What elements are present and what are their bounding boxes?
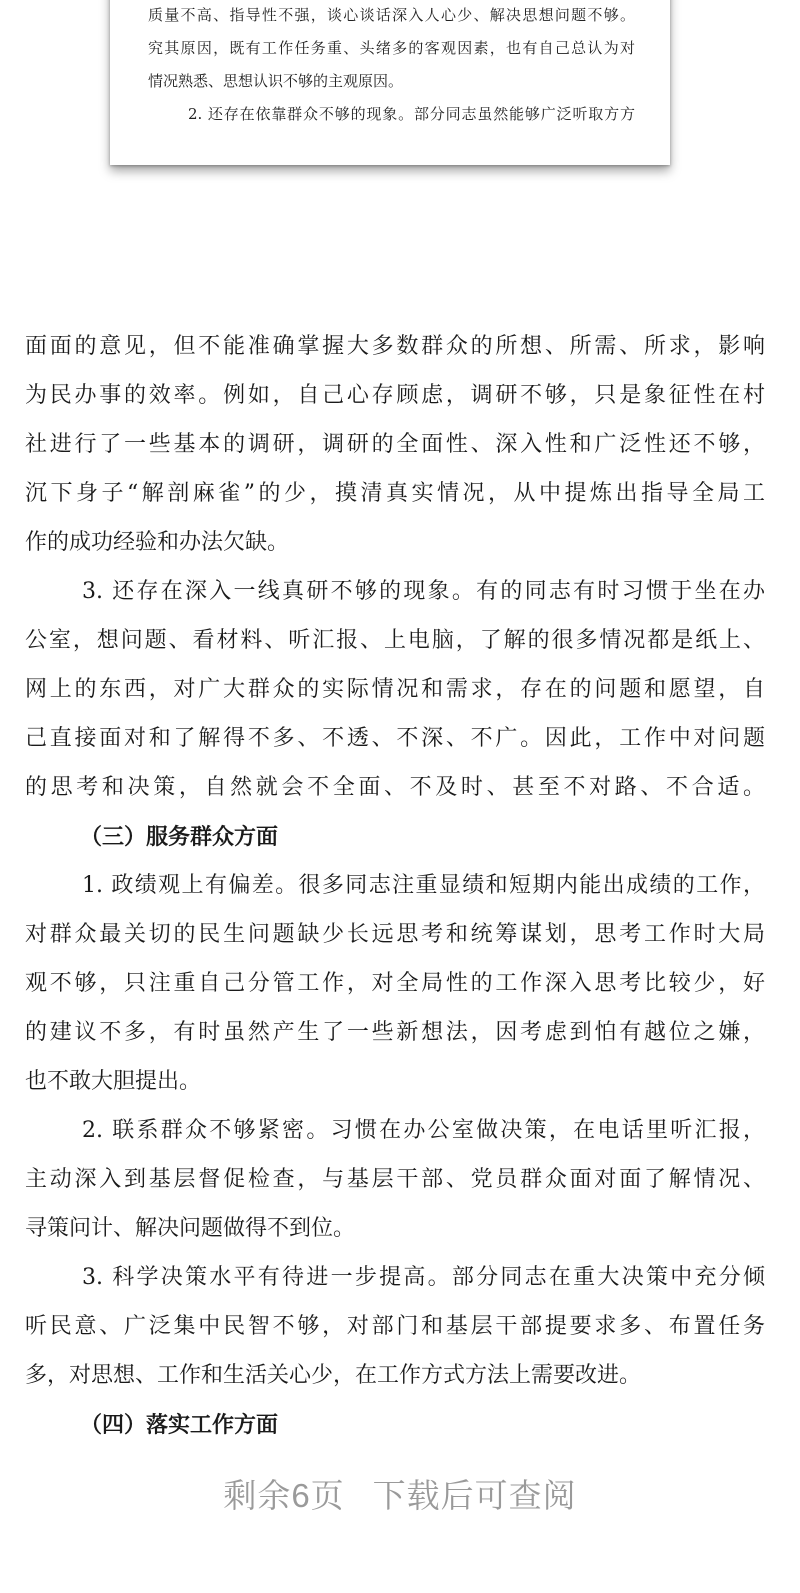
- text-line: 沉下身子“解剖麻雀”的少，摸清真实情况，从中提炼出指导全局工: [25, 481, 765, 506]
- remaining-pages-label: 剩余6页: [223, 1477, 345, 1514]
- page-preview-card: [110, 0, 670, 165]
- text-line: 3. 还存在深入一线真研不够的现象。有的同志有时习惯于坐在办: [82, 579, 765, 604]
- card-line: 情况熟悉、思想认识不够的主观原因。: [148, 72, 404, 90]
- text-line: 对群众最关切的民生问题缺少长远思考和统筹谋划，思考工作时大局: [25, 922, 765, 947]
- download-hint-label: 下载后可查阅: [372, 1477, 577, 1514]
- text-line: 公室，想问题、看材料、听汇报、上电脑，了解的很多情况都是纸上、: [25, 628, 765, 653]
- text-line: 作的成功经验和办法欠缺。: [25, 530, 290, 555]
- text-line: 的思考和决策，自然就会不全面、不及时、甚至不对路、不合适。: [25, 775, 765, 800]
- text-line: 主动深入到基层督促检查，与基层干部、党员群众面对面了解情况、: [25, 1167, 765, 1192]
- text-line: 网上的东西，对广大群众的实际情况和需求，存在的问题和愿望，自: [25, 677, 765, 702]
- text-line: 面面的意见，但不能准确掌握大多数群众的所想、所需、所求，影响: [25, 334, 765, 359]
- section-heading: （四）落实工作方面: [80, 1412, 279, 1438]
- text-line: 观不够，只注重自己分管工作，对全局性的工作深入思考比较少，好: [25, 971, 765, 996]
- text-line: 也不敢大胆提出。: [25, 1069, 202, 1094]
- text-line: 3. 科学决策水平有待进一步提高。部分同志在重大决策中充分倾: [82, 1265, 765, 1290]
- card-line: 质量不高、指导性不强，谈心谈话深入人心少、解决思想问题不够。: [148, 6, 635, 24]
- text-line: 2. 联系群众不够紧密。习惯在办公室做决策，在电话里听汇报，: [82, 1118, 765, 1143]
- text-line: 1. 政绩观上有偏差。很多同志注重显绩和短期内能出成绩的工作，: [82, 873, 765, 898]
- text-line: 听民意、广泛集中民智不够，对部门和基层干部提要求多、布置任务: [25, 1314, 765, 1339]
- card-line: 究其原因，既有工作任务重、头绪多的客观因素，也有自己总认为对: [148, 39, 635, 57]
- text-line: 为民办事的效率。例如，自己心存顾虑，调研不够，只是象征性在村: [25, 383, 765, 408]
- section-heading: （三）服务群众方面: [80, 824, 279, 850]
- text-line: 己直接面对和了解得不多、不透、不深、不广。因此，工作中对问题: [25, 726, 765, 751]
- text-line: 的建议不多，有时虽然产生了一些新想法，因考虑到怕有越位之嫌，: [25, 1020, 765, 1045]
- text-line: 多，对思想、工作和生活关心少，在工作方式方法上需要改进。: [25, 1363, 642, 1388]
- text-line: 社进行了一些基本的调研，调研的全面性、深入性和广泛性还不够，: [25, 432, 765, 457]
- card-line: 2. 还存在依靠群众不够的现象。部分同志虽然能够广泛听取方方: [188, 105, 635, 123]
- text-line: 寻策问计、解决问题做得不到位。: [25, 1216, 356, 1241]
- download-to-read-more[interactable]: [0, 1470, 800, 1517]
